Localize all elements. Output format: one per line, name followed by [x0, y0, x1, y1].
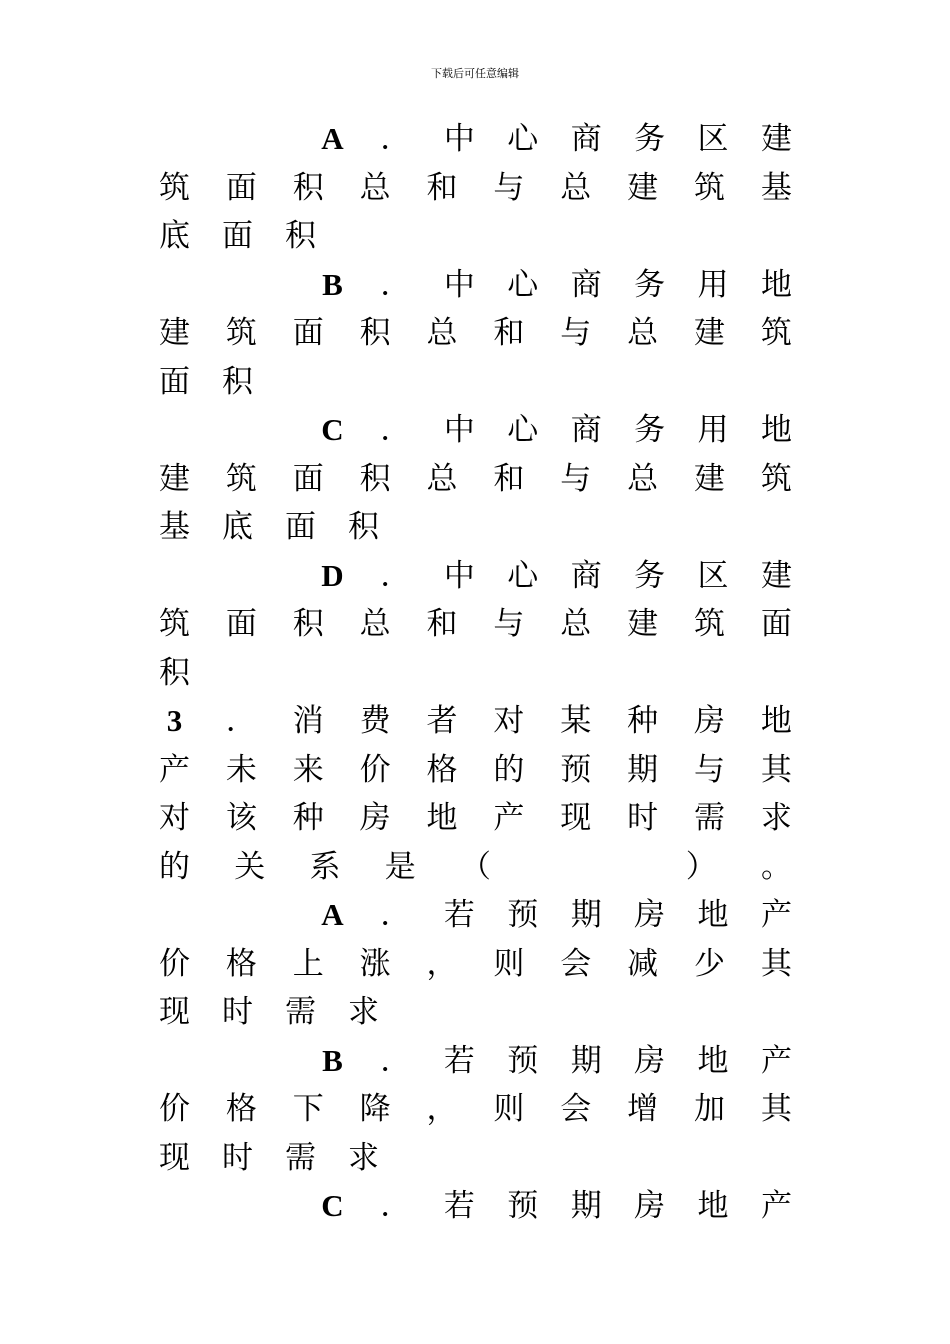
- text-line: [159, 212, 792, 261]
- text-glyph: 总: [560, 606, 592, 642]
- text-glyph: 与: [560, 460, 592, 497]
- text-line: [159, 503, 792, 552]
- text-glyph: 的: [493, 751, 525, 788]
- text-glyph: 地: [760, 266, 792, 303]
- text-line: [159, 406, 792, 455]
- text-glyph: 务: [634, 266, 666, 303]
- text-line: [159, 843, 792, 892]
- text-glyph: 下: [292, 1091, 324, 1127]
- text-glyph: 积: [292, 169, 324, 206]
- text-glyph: B: [322, 266, 343, 302]
- text-glyph: 其: [760, 751, 792, 788]
- text-glyph: 费: [359, 703, 391, 739]
- text-glyph: 。: [761, 848, 792, 885]
- text-glyph: 加: [694, 1091, 725, 1127]
- text-glyph: 与: [493, 606, 525, 642]
- text-glyph: 若: [443, 1042, 475, 1079]
- text-glyph: 中: [443, 557, 475, 594]
- text-glyph: 房: [694, 703, 725, 739]
- text-glyph: 预: [507, 897, 539, 933]
- text-glyph: 筑: [694, 169, 725, 206]
- text-glyph: A: [321, 121, 344, 156]
- text-glyph: C: [321, 1188, 344, 1223]
- text-glyph: 预: [507, 1042, 539, 1079]
- text-glyph: 商: [570, 412, 602, 448]
- text-glyph: ．: [380, 557, 412, 594]
- text-line: [159, 309, 792, 358]
- text-glyph: 区: [697, 557, 729, 594]
- text-glyph: 心: [507, 266, 539, 303]
- text-glyph: 产: [760, 1188, 792, 1224]
- text-glyph: 产: [760, 1042, 792, 1079]
- text-glyph: 面: [760, 606, 792, 642]
- text-glyph: 建: [627, 169, 659, 206]
- text-glyph: 建: [760, 557, 792, 594]
- text-glyph: 需: [694, 800, 725, 836]
- text-glyph: 总: [627, 315, 659, 351]
- text-glyph: 未: [225, 751, 257, 788]
- text-glyph: 来: [292, 751, 324, 788]
- text-glyph: 商: [570, 266, 602, 303]
- text-glyph: 对: [493, 703, 525, 739]
- text-glyph: 地: [426, 800, 458, 836]
- text-glyph: 总: [359, 169, 391, 206]
- text-glyph: ．: [380, 412, 412, 448]
- text-glyph: 筑: [760, 315, 792, 351]
- text-glyph: 的: [159, 848, 190, 885]
- text-glyph: 系: [309, 848, 341, 885]
- text-glyph: 增: [627, 1091, 659, 1127]
- text-glyph: 少: [694, 945, 725, 982]
- text-glyph: 总: [560, 169, 592, 206]
- text-glyph: 务: [634, 557, 666, 594]
- text-line: [159, 746, 792, 795]
- text-glyph: 心: [507, 557, 539, 594]
- text-glyph: 求: [348, 994, 379, 1030]
- text-line: [159, 1134, 792, 1183]
- text-glyph: 建: [694, 315, 725, 351]
- text-glyph: 价: [359, 751, 391, 788]
- text-glyph: 其: [760, 1091, 792, 1127]
- text-line: [159, 358, 792, 407]
- text-glyph: 房: [634, 897, 666, 933]
- text-glyph: 降: [359, 1091, 391, 1127]
- text-glyph: 基: [760, 169, 792, 206]
- text-line: [159, 600, 792, 649]
- text-glyph: 预: [507, 1188, 539, 1224]
- text-glyph: 务: [634, 412, 666, 448]
- text-glyph: 面: [292, 460, 324, 497]
- text-glyph: B: [322, 1042, 343, 1078]
- text-glyph: 心: [507, 121, 539, 157]
- text-glyph: 筑: [225, 460, 257, 497]
- text-glyph: C: [321, 412, 344, 447]
- text-line: [159, 794, 792, 843]
- text-glyph: A: [321, 897, 344, 932]
- text-glyph: 上: [292, 945, 324, 982]
- text-line: [159, 261, 792, 310]
- text-glyph: 则: [493, 945, 525, 982]
- text-glyph: ．: [225, 703, 257, 739]
- text-glyph: 用: [697, 266, 729, 303]
- text-glyph: 现: [159, 994, 190, 1030]
- text-glyph: 若: [443, 897, 475, 933]
- text-glyph: 面: [222, 218, 253, 254]
- text-line: [159, 1085, 792, 1134]
- text-glyph: ．: [380, 266, 412, 303]
- text-glyph: 格: [225, 945, 257, 982]
- text-glyph: 和: [426, 169, 458, 206]
- text-glyph: 者: [426, 703, 458, 739]
- text-glyph: 3: [166, 703, 183, 738]
- text-glyph: 时: [222, 1139, 253, 1176]
- text-glyph: 期: [570, 1042, 602, 1079]
- text-glyph: 面: [285, 509, 316, 545]
- text-line: [159, 115, 792, 164]
- text-glyph: ．: [380, 1188, 412, 1224]
- text-glyph: 面: [159, 363, 190, 400]
- text-glyph: 求: [348, 1139, 379, 1176]
- text-glyph: 格: [426, 751, 458, 788]
- text-glyph: （: [460, 848, 491, 885]
- text-glyph: 其: [760, 945, 792, 982]
- text-glyph: ，: [426, 1091, 458, 1127]
- text-glyph: 需: [285, 994, 316, 1030]
- text-glyph: 面: [292, 315, 324, 351]
- text-glyph: 地: [760, 703, 792, 739]
- text-glyph: 房: [359, 800, 391, 836]
- text-glyph: 对: [159, 800, 190, 836]
- text-glyph: 和: [426, 606, 458, 642]
- text-glyph: 筑: [225, 315, 257, 351]
- text-line: [159, 455, 792, 504]
- text-glyph: 该: [225, 800, 257, 836]
- document-body: [159, 115, 792, 1231]
- text-glyph: 地: [697, 1042, 729, 1079]
- text-glyph: 格: [225, 1091, 257, 1127]
- text-glyph: 房: [634, 1188, 666, 1224]
- text-glyph: ）: [685, 848, 717, 885]
- text-glyph: 积: [348, 509, 379, 545]
- text-glyph: D: [321, 557, 344, 593]
- text-glyph: 会: [560, 945, 592, 982]
- text-line: [159, 649, 792, 698]
- text-glyph: 积: [159, 654, 190, 691]
- text-glyph: 筑: [760, 460, 792, 497]
- text-glyph: 期: [570, 897, 602, 933]
- text-glyph: 关: [234, 848, 266, 885]
- text-glyph: 面: [225, 169, 257, 206]
- text-glyph: 与: [694, 751, 725, 788]
- text-glyph: 积: [292, 606, 324, 642]
- text-glyph: 商: [570, 557, 602, 594]
- text-glyph: 筑: [694, 606, 725, 642]
- text-glyph: 用: [697, 412, 729, 448]
- text-glyph: 产: [159, 751, 190, 788]
- text-glyph: 地: [697, 897, 729, 933]
- text-glyph: 产: [760, 897, 792, 933]
- text-glyph: 现: [560, 800, 592, 836]
- text-glyph: 区: [697, 121, 729, 157]
- text-glyph: 建: [694, 460, 725, 497]
- text-glyph: 房: [634, 1042, 666, 1079]
- text-glyph: 和: [493, 315, 525, 351]
- text-glyph: 中: [443, 266, 475, 303]
- text-glyph: 预: [560, 751, 592, 788]
- text-line: [159, 552, 792, 601]
- text-line: [159, 697, 792, 746]
- text-glyph: 会: [560, 1091, 592, 1127]
- text-glyph: 建: [159, 460, 190, 497]
- text-glyph: 种: [627, 703, 659, 739]
- text-glyph: 底: [222, 509, 253, 545]
- text-glyph: 期: [570, 1188, 602, 1224]
- text-glyph: 则: [493, 1091, 525, 1127]
- text-glyph: 是: [384, 848, 416, 885]
- text-glyph: 底: [159, 218, 190, 254]
- text-glyph: 建: [627, 606, 659, 642]
- text-line: [159, 164, 792, 213]
- text-glyph: 建: [159, 315, 190, 351]
- text-glyph: 商: [570, 121, 602, 157]
- text-glyph: 面: [225, 606, 257, 642]
- text-glyph: 与: [493, 169, 525, 206]
- text-glyph: 筑: [159, 606, 190, 642]
- text-glyph: 和: [493, 460, 525, 497]
- text-glyph: 期: [627, 751, 659, 788]
- text-glyph: 时: [627, 800, 659, 836]
- text-glyph: 总: [426, 315, 458, 351]
- text-glyph: 积: [359, 315, 391, 351]
- text-glyph: 价: [159, 1091, 190, 1127]
- text-glyph: 地: [697, 1188, 729, 1224]
- text-glyph: 中: [443, 412, 475, 448]
- text-line: [159, 1182, 792, 1231]
- text-glyph: 总: [359, 606, 391, 642]
- text-glyph: 积: [222, 363, 253, 400]
- text-glyph: 消: [292, 703, 324, 739]
- text-glyph: 求: [760, 800, 792, 836]
- text-glyph: 基: [159, 509, 190, 545]
- text-glyph: 中: [443, 121, 475, 157]
- text-glyph: 总: [426, 460, 458, 497]
- text-glyph: ．: [380, 1042, 412, 1079]
- text-glyph: ，: [426, 945, 458, 982]
- text-glyph: ．: [380, 121, 412, 157]
- text-glyph: 某: [560, 703, 592, 739]
- text-glyph: 种: [292, 800, 324, 836]
- page-header: 下载后可任意编辑: [431, 67, 519, 80]
- text-glyph: 积: [359, 460, 391, 497]
- text-glyph: 心: [507, 412, 539, 448]
- text-glyph: 务: [634, 121, 666, 157]
- text-line: [159, 940, 792, 989]
- text-glyph: 时: [222, 994, 253, 1030]
- text-glyph: 筑: [159, 169, 190, 206]
- text-glyph: 减: [627, 945, 659, 982]
- text-glyph: 需: [285, 1139, 316, 1176]
- text-glyph: 总: [627, 460, 659, 497]
- text-glyph: 建: [760, 121, 792, 157]
- text-glyph: [611, 843, 642, 892]
- text-glyph: 涨: [359, 945, 391, 982]
- text-glyph: 若: [443, 1188, 475, 1224]
- text-glyph: [535, 843, 566, 892]
- text-glyph: 地: [760, 412, 792, 448]
- text-glyph: 现: [159, 1139, 190, 1176]
- text-line: [159, 1037, 792, 1086]
- text-glyph: 价: [159, 945, 190, 982]
- text-glyph: 与: [560, 315, 592, 351]
- text-glyph: 积: [285, 218, 316, 254]
- text-line: [159, 891, 792, 940]
- text-line: [159, 988, 792, 1037]
- text-glyph: ．: [380, 897, 412, 933]
- text-glyph: 产: [493, 800, 525, 836]
